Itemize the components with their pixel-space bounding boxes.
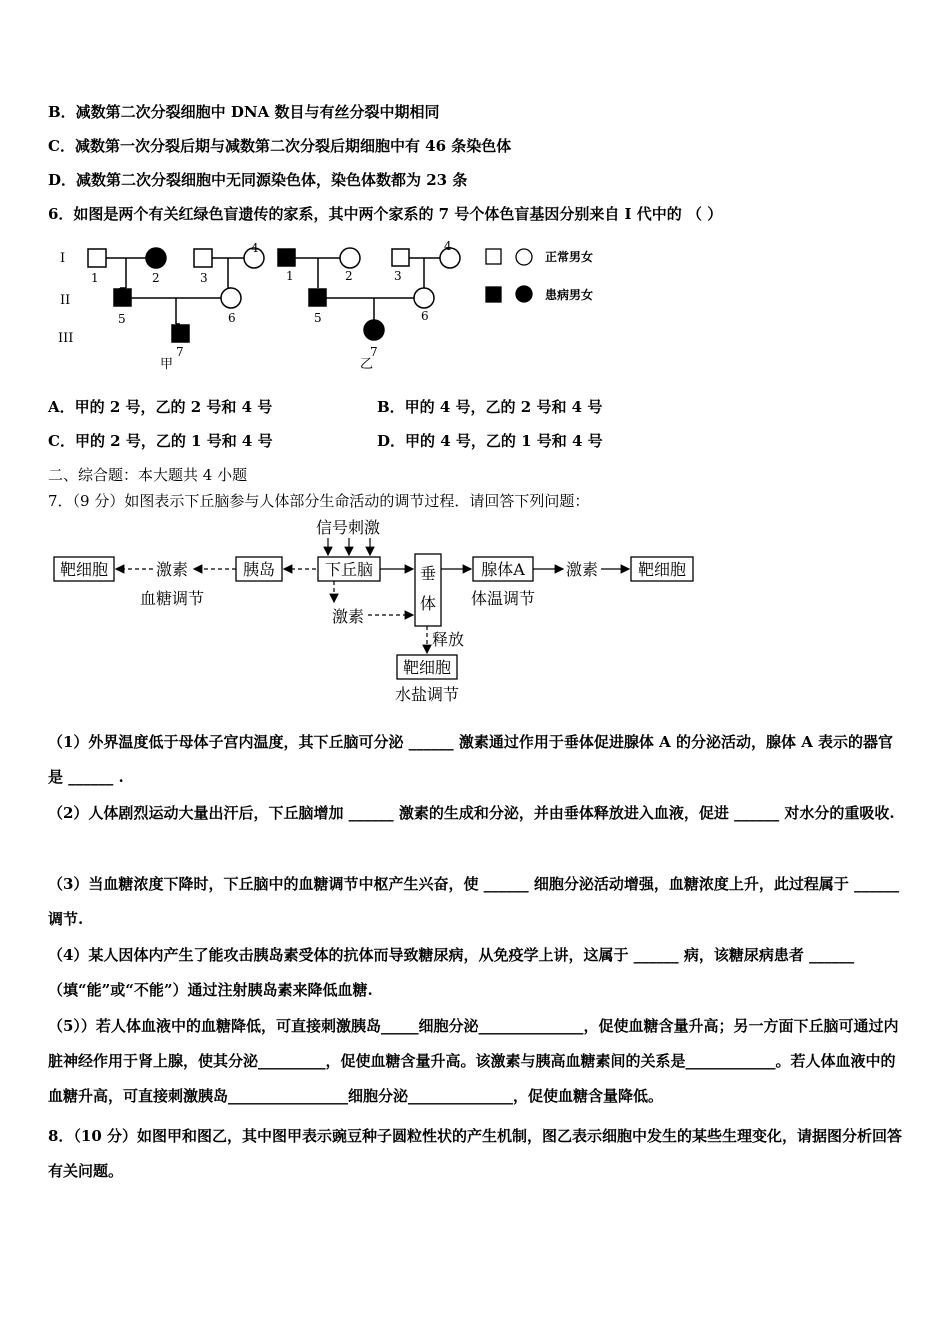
q6-option-a: A．甲的 2 号，乙的 2 号和 4 号 bbox=[48, 398, 273, 416]
hormone-right: 激素 bbox=[565, 560, 599, 579]
fam2-iii7-affected-female bbox=[364, 320, 384, 340]
pedigree-diagram bbox=[48, 232, 638, 382]
q7-part-5: （5））若人体血液中的血糖降低，可直接刺激胰岛_____细胞分泌______________，促使血糖含量升高；另一方面下丘脑可通过内脏神经作用于肾上腺，使其分泌_________，促使血糖含量升高。该激素与胰高血糖素间的关系是____________。若人体血液中的血糖升高，可直接刺激胰岛________________细胞分泌______________，促使血糖含量降低。 bbox=[48, 1017, 899, 1105]
target-cell-left: 靶细胞 bbox=[59, 560, 109, 579]
fam2-num-5: 5 bbox=[314, 311, 322, 325]
q5-option-d: D．减数第二次分裂细胞中无同源染色体，染色体数都为 23 条 bbox=[48, 171, 468, 189]
hormone-left: 激素 bbox=[155, 560, 189, 579]
pituitary-label-1: 垂 bbox=[419, 564, 437, 583]
fam1-ii5-affected-male bbox=[114, 289, 131, 306]
fam1-num-5: 5 bbox=[118, 312, 126, 326]
blood-sugar-label: 血糖调节 bbox=[139, 589, 205, 608]
fam2-i3-normal-male bbox=[392, 249, 409, 266]
regulation-diagram bbox=[48, 514, 708, 710]
fam2-num-4: 4 bbox=[444, 239, 452, 253]
legend-normal-male-icon bbox=[486, 249, 501, 264]
release-label: 释放 bbox=[431, 630, 465, 649]
q6-option-b: B．甲的 4 号，乙的 2 号和 4 号 bbox=[377, 398, 603, 416]
fam2-num-1: 1 bbox=[286, 269, 294, 283]
fam1-ii6-normal-female bbox=[221, 288, 241, 308]
fam1-i3-normal-male bbox=[194, 249, 212, 267]
gen-label-3: III bbox=[58, 331, 74, 346]
gland-a-label: 腺体A bbox=[481, 560, 525, 579]
q6-stem: 6．如图是两个有关红绿色盲遗传的家系，其中两个家系的 7 号个体色盲基因分别来自 I 代中的 （ ） bbox=[48, 205, 723, 223]
fam1-i2-affected-female bbox=[146, 248, 166, 268]
fam1-num-2: 2 bbox=[152, 271, 160, 285]
water-salt-label: 水盐调节 bbox=[394, 685, 460, 704]
hypothalamus-label: 下丘脑 bbox=[324, 560, 374, 579]
fam1-label: 甲 bbox=[160, 357, 174, 372]
legend-normal-female-icon bbox=[516, 249, 532, 265]
hormone-mid: 激素 bbox=[331, 607, 365, 626]
legend-affected-female-icon bbox=[516, 286, 532, 302]
q5-option-b: B．减数第二次分裂细胞中 DNA 数目与有丝分裂中期相同 bbox=[48, 103, 440, 121]
fam2-ii6-normal-female bbox=[414, 288, 434, 308]
section-title: 二、综合题：本大题共 4 小题 bbox=[48, 466, 248, 484]
q6-option-d: D．甲的 4 号，乙的 1 号和 4 号 bbox=[377, 432, 603, 450]
temp-reg-label: 体温调节 bbox=[470, 589, 536, 608]
fam2-i2-normal-female bbox=[340, 248, 360, 268]
fam2-i1-affected-male bbox=[278, 249, 295, 266]
target-cell-bottom: 靶细胞 bbox=[402, 658, 452, 677]
fam1-num-4: 4 bbox=[251, 241, 259, 255]
fam2-num-3: 3 bbox=[394, 269, 402, 283]
fam2-num-7: 7 bbox=[370, 345, 378, 359]
target-cell-right: 靶细胞 bbox=[637, 560, 687, 579]
q7-part-2: （2）人体剧烈运动大量出汗后，下丘脑增加 ______ 激素的生成和分泌，并由垂体释放进入血液，促进 ______ 对水分的重吸收. bbox=[48, 804, 895, 822]
q7-part-4: （4）某人因体内产生了能攻击胰岛素受体的抗体而导致糖尿病，从免疫学上讲，这属于 ______ 病，该糖尿病患者 ______ （填“能”或“不能”）通过注射胰岛素来降低血糖. bbox=[48, 946, 855, 999]
fam1-num-7: 7 bbox=[176, 345, 184, 359]
fam1-i1-normal-male bbox=[88, 249, 106, 267]
pancreas-label: 胰岛 bbox=[242, 560, 276, 579]
pituitary-label-2: 体 bbox=[419, 594, 437, 613]
fam2-num-6: 6 bbox=[421, 309, 429, 323]
fam1-num-1: 1 bbox=[91, 271, 99, 285]
q7-part-3: （3）当血糖浓度下降时，下丘脑中的血糖调节中枢产生兴奋，使 ______ 细胞分泌活动增强，血糖浓度上升，此过程属于 ______ 调节. bbox=[48, 875, 900, 928]
q5-option-c: C．减数第一次分裂后期与减数第二次分裂后期细胞中有 46 条染色体 bbox=[48, 137, 512, 155]
fam2-num-2: 2 bbox=[345, 269, 353, 283]
signal-label: 信号刺激 bbox=[315, 518, 381, 537]
gen-label-2: II bbox=[60, 293, 71, 308]
fam1-num-6: 6 bbox=[228, 311, 236, 325]
legend-affected-male-icon bbox=[486, 287, 501, 302]
gen-label-1: I bbox=[60, 251, 66, 266]
fam2-ii5-affected-male bbox=[309, 289, 326, 306]
q6-option-c: C．甲的 2 号，乙的 1 号和 4 号 bbox=[48, 432, 273, 450]
q7-part-1: （1）外界温度低于母体子宫内温度，其下丘脑可分泌 ______ 激素通过作用于垂体促进腺体 A 的分泌活动，腺体 A 表示的器官是 ______ . bbox=[48, 733, 894, 786]
fam1-iii7-affected-male bbox=[172, 325, 189, 342]
fam1-num-3: 3 bbox=[200, 271, 208, 285]
fam2-label: 乙 bbox=[360, 357, 374, 372]
legend-affected-text: 患病男女 bbox=[545, 288, 594, 302]
q8-stem: 8．（10 分）如图甲和图乙，其中图甲表示豌豆种子圆粒性状的产生机制，图乙表示细胞中发生的某些生理变化，请据图分析回答有关问题。 bbox=[48, 1127, 903, 1180]
q7-stem: 7．（9 分）如图表示下丘脑参与人体部分生命活动的调节过程．请回答下列问题： bbox=[48, 492, 590, 510]
legend-normal-text: 正常男女 bbox=[545, 250, 594, 264]
